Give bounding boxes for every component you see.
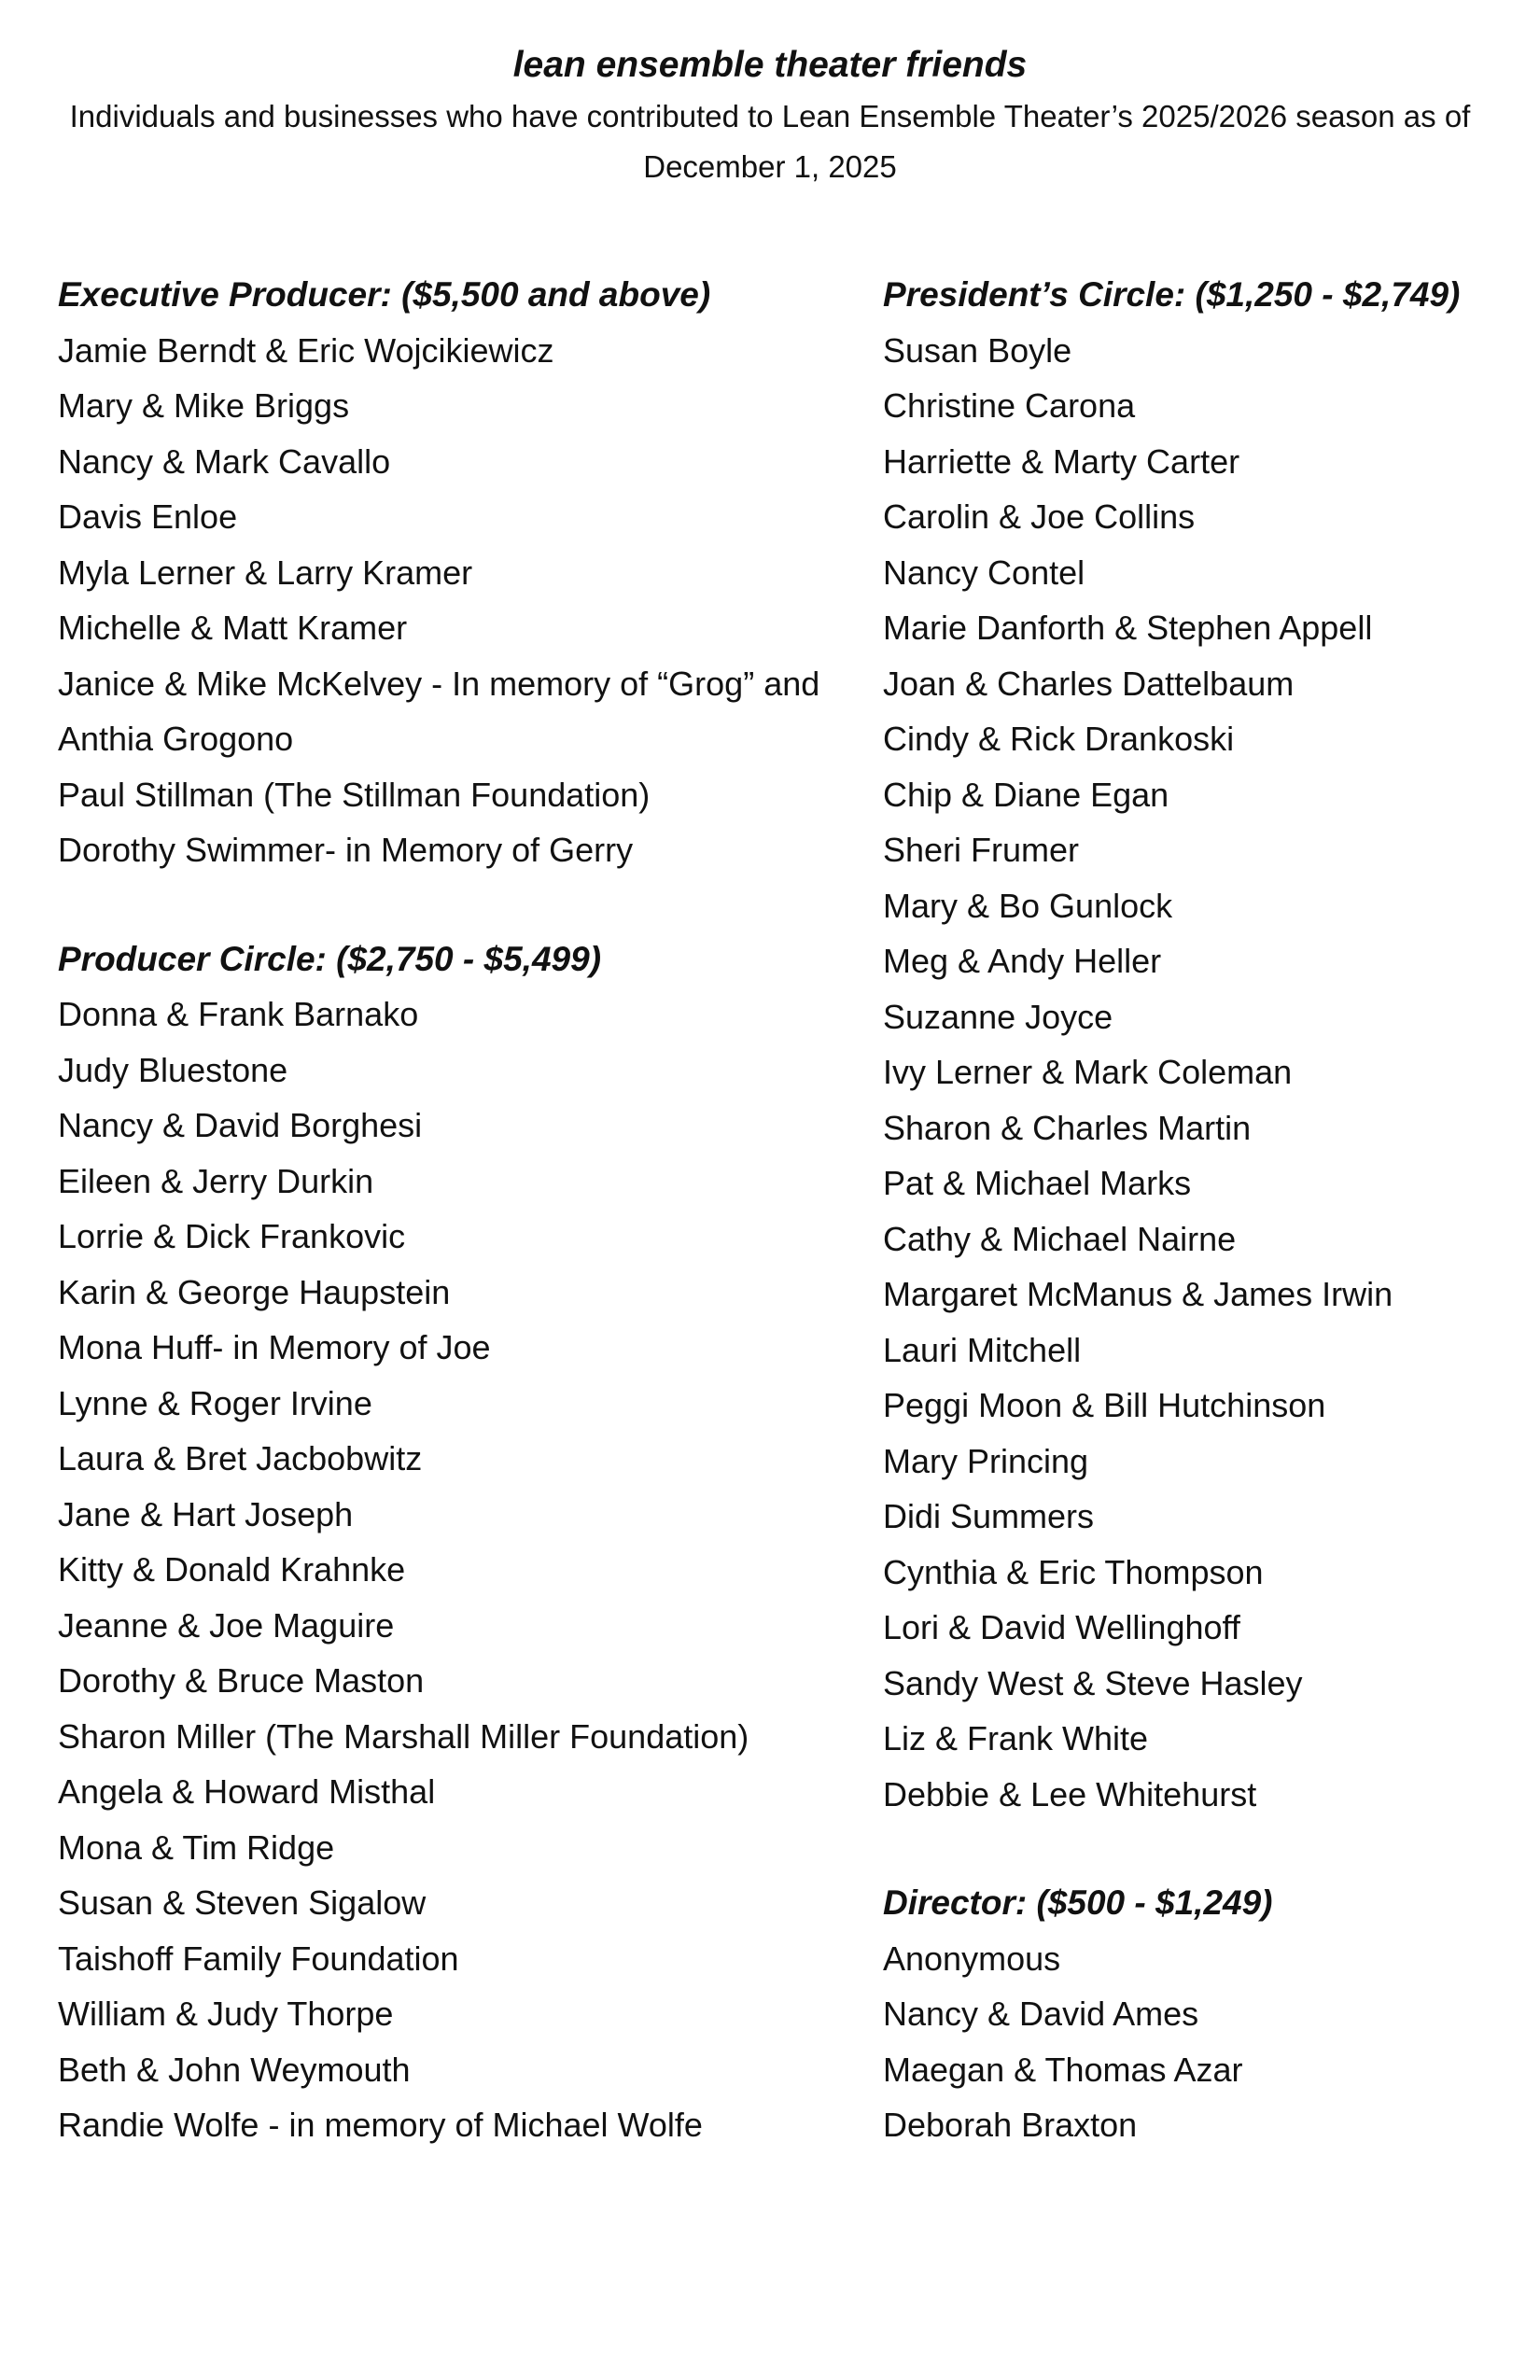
donor-name: Mary & Mike Briggs [58, 386, 350, 425]
donor-name: Susan Boyle [883, 330, 1072, 370]
donor-name: Jamie Berndt & Eric Wojcikiewicz [58, 330, 554, 370]
donor-name: Deborah Braxton [883, 2106, 1138, 2144]
donor-name: Sharon & Charles Martin [883, 1108, 1252, 1147]
donor-name: Didi Summers [883, 1497, 1095, 1535]
executive-producer-list [58, 323, 861, 878]
donor-name: Michelle & Matt Kramer [58, 609, 408, 647]
donor-name: Debbie & Lee Whitehurst [883, 1774, 1257, 1813]
donor-name: Jeanne & Joe Maguire [58, 1605, 395, 1645]
donor-name: Dorothy & Bruce Maston [58, 1661, 425, 1700]
donor-name: Mona & Tim Ridge [58, 1827, 335, 1867]
producer-circle-section [58, 931, 861, 2153]
donor-name: Sheri Frumer [883, 831, 1080, 869]
donor-name: Mona Huff- in Memory of Joe [58, 1328, 491, 1366]
donor-name: Myla Lerner & Larry Kramer [58, 553, 473, 592]
donor-name: Randie Wolfe - in memory of Michael Wolfe [58, 2106, 703, 2144]
donor-name: Paul Stillman (The Stillman Foundation) [58, 775, 651, 814]
donor-name: Lorrie & Dick Frankovic [58, 1217, 406, 1255]
donor-name: Joan & Charles Dattelbaum [883, 664, 1295, 703]
donor-name: Janice & Mike McKelvey - In memory of “Grog” and Anthia Grogono [58, 664, 820, 758]
director-list [883, 1931, 1527, 2153]
donor-name: Meg & Andy Heller [883, 942, 1162, 980]
producer-circle-heading: Producer Circle: ($2,750 - $5,499) [58, 939, 602, 978]
executive-producer-heading: Executive Producer: ($5,500 and above) [58, 275, 711, 314]
donor-name: Jane & Hart Joseph [58, 1494, 354, 1533]
donor-name: Harriette & Marty Carter [883, 441, 1240, 481]
donor-name: Susan & Steven Sigalow [58, 1883, 427, 1922]
donor-name: Liz & Frank White [883, 1719, 1149, 1757]
donor-name: Christine Carona [883, 386, 1136, 425]
donor-name: Carolin & Joe Collins [883, 497, 1196, 536]
donor-name: Beth & John Weymouth [58, 2050, 411, 2089]
producer-circle-list [58, 987, 861, 2153]
donor-name: Nancy & Mark Cavallo [58, 441, 391, 481]
donor-name: Lauri Mitchell [883, 1330, 1082, 1369]
donor-name: Eileen & Jerry Durkin [58, 1161, 374, 1200]
donor-name: William & Judy Thorpe [58, 1995, 394, 2033]
donor-name: Cindy & Rick Drankoski [883, 720, 1235, 758]
donor-name: Peggi Moon & Bill Hutchinson [883, 1386, 1326, 1424]
donor-name: Margaret McManus & James Irwin [883, 1275, 1393, 1313]
donor-name: Karin & George Haupstein [58, 1272, 451, 1311]
donor-name: Nancy & David Ames [883, 1995, 1199, 2033]
donor-name: Taishoff Family Foundation [58, 1939, 459, 1978]
executive-producer-section [58, 267, 861, 878]
donor-name: Mary & Bo Gunlock [883, 886, 1173, 925]
donor-name: Kitty & Donald Krahnke [58, 1550, 406, 1589]
page-subtitle: Individuals and businesses who have contributed to Lean Ensemble Theater’s 2025/2026 season as of December 1, 2025 [69, 99, 1471, 184]
donor-name: Chip & Diane Egan [883, 775, 1169, 814]
donor-name: Mary Princing [883, 1441, 1089, 1480]
presidents-circle-section [883, 267, 1527, 1822]
donor-name: Ivy Lerner & Mark Coleman [883, 1053, 1293, 1091]
director-section [883, 1875, 1527, 2153]
donor-name: Sandy West & Steve Hasley [883, 1663, 1303, 1702]
donor-name: Anonymous [883, 1939, 1061, 1978]
donor-name: Laura & Bret Jacbobwitz [58, 1439, 423, 1477]
presidents-circle-heading: President’s Circle: ($1,250 - $2,749) [883, 275, 1461, 314]
donor-name: Donna & Frank Barnako [58, 995, 419, 1033]
donor-name: Marie Danforth & Stephen Appell [883, 609, 1373, 647]
page-title: lean ensemble theater friends [512, 45, 1028, 85]
page-header [0, 39, 1540, 192]
donor-name: Cynthia & Eric Thompson [883, 1552, 1264, 1591]
right-column [883, 267, 1527, 2206]
donor-name: Cathy & Michael Nairne [883, 1219, 1237, 1258]
donor-name: Suzanne Joyce [883, 997, 1113, 1036]
donor-name: Davis Enloe [58, 497, 238, 536]
donor-name: Nancy Contel [883, 553, 1085, 592]
director-heading: Director: ($500 - $1,249) [883, 1883, 1273, 1922]
donor-name: Angela & Howard Misthal [58, 1772, 436, 1811]
presidents-circle-list [883, 323, 1527, 1823]
left-column [58, 267, 861, 2206]
donor-name: Maegan & Thomas Azar [883, 2050, 1243, 2089]
donor-name: Nancy & David Borghesi [58, 1106, 423, 1144]
donor-name: Dorothy Swimmer- in Memory of Gerry [58, 831, 634, 869]
donor-name: Pat & Michael Marks [883, 1164, 1192, 1202]
donor-name: Lori & David Wellinghoff [883, 1608, 1240, 1646]
donor-name: Sharon Miller (The Marshall Miller Foundation) [58, 1716, 749, 1756]
donor-name: Lynne & Roger Irvine [58, 1383, 372, 1422]
donor-name: Judy Bluestone [58, 1050, 288, 1089]
